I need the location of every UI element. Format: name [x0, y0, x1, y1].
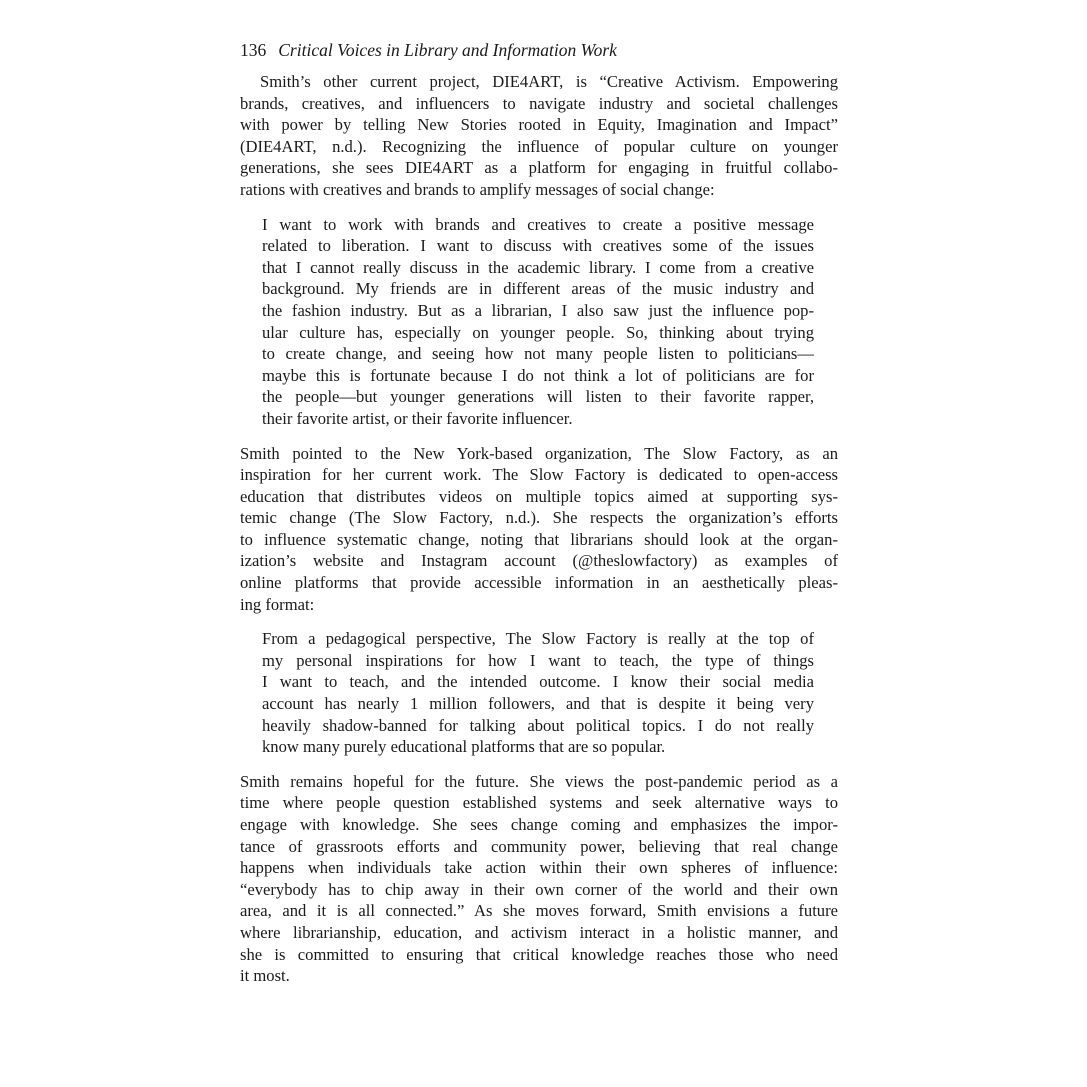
text-line: she is committed to ensuring that critical knowledge reaches those who need [240, 944, 838, 964]
text-line: Smith’s other current project, DIE4ART, is “Creative Activism. Empowering [260, 72, 838, 91]
running-header [240, 38, 838, 62]
text-line: education that distributes videos on multiple topics aimed at supporting sys- [240, 486, 838, 506]
quote-line: the fashion industry. But as a librarian, I also saw just the influence pop- [262, 300, 814, 320]
text-line: with power by telling New Stories rooted in Equity, Imagination and Impact” [240, 115, 838, 135]
text-line: engage with knowledge. She sees change coming and emphasizes the impor- [240, 815, 838, 834]
text-line: area, and it is all connected.” As she moves forward, Smith envisions a future [240, 901, 838, 921]
quote-line: related to liberation. I want to discuss with creatives some of the issues [262, 236, 814, 256]
quote-line: heavily shadow-banned for talking about political topics. I do not really [262, 715, 814, 735]
text-line: tance of grassroots efforts and community power, believing that real change [240, 836, 838, 856]
quote-line: From a pedagogical perspective, The Slow Factory is really at the top of [262, 629, 814, 649]
book-page [240, 38, 838, 987]
quote-line: maybe this is fortunate because I do not think a lot of politicians are for [262, 365, 814, 385]
quote-line: that I cannot really discuss in the academic library. I come from a creative [262, 257, 814, 277]
quote-line: I want to work with brands and creatives to create a positive message [262, 214, 814, 234]
quote-line: know many purely educational platforms that are so popular. [262, 737, 666, 757]
text-line: Smith pointed to the New York-based organization, The Slow Factory, as an [240, 443, 838, 463]
quote-line: I want to teach, and the intended outcome. I know their social media [262, 672, 814, 692]
text-line: brands, creatives, and influencers to navigate industry and societal challenges [240, 93, 838, 113]
page-number: 136 [240, 40, 267, 60]
body-paragraph [240, 771, 838, 987]
book-title: Critical Voices in Library and Information Work [278, 40, 617, 60]
text-line: online platforms that provide accessible information in an aesthetically pleas- [240, 573, 838, 593]
quote-line: ular culture has, especially on younger people. So, thinking about trying [262, 322, 814, 342]
text-line: happens when individuals take action within their own spheres of influence: [240, 858, 838, 878]
body-paragraph [240, 443, 838, 616]
text-line: temic change (The Slow Factory, n.d.). She respects the organization’s efforts [240, 508, 838, 528]
text-line: generations, she sees DIE4ART as a platform for engaging in fruitful collabo- [240, 158, 838, 178]
quote-line: to create change, and seeing how not many people listen to politicians— [262, 344, 814, 364]
text-line: where librarianship, education, and activism interact in a holistic manner, and [240, 922, 838, 942]
text-line: inspiration for her current work. The Slow Factory is dedicated to open-access [240, 465, 838, 485]
text-line: time where people question established systems and seek alternative ways to [240, 793, 838, 813]
text-line: (DIE4ART, n.d.). Recognizing the influence of popular culture on younger [240, 136, 838, 156]
quote-line: background. My friends are in different areas of the music industry and [262, 279, 814, 299]
text-line: it most. [240, 966, 290, 986]
text-line: rations with creatives and brands to amplify messages of social change: [240, 179, 715, 199]
body-paragraph [240, 71, 838, 201]
text-line: “everybody has to chip away in their own corner of the world and their own [240, 879, 838, 899]
quote-line: their favorite artist, or their favorite influencer. [262, 408, 573, 428]
text-line: to influence systematic change, noting that librarians should look at the organ- [240, 529, 838, 549]
text-line: ing format: [240, 594, 315, 614]
text-line: ization’s website and Instagram account (@theslowfactory) as examples of [240, 551, 838, 571]
block-quote [262, 628, 814, 758]
quote-line: the people—but younger generations will listen to their favorite rapper, [262, 387, 814, 407]
quote-line: account has nearly 1 million followers, and that is despite it being very [262, 694, 814, 714]
quote-line: my personal inspirations for how I want to teach, the type of things [262, 650, 814, 670]
block-quote [262, 214, 814, 430]
text-line: Smith remains hopeful for the future. She views the post-pandemic period as a [240, 771, 838, 791]
